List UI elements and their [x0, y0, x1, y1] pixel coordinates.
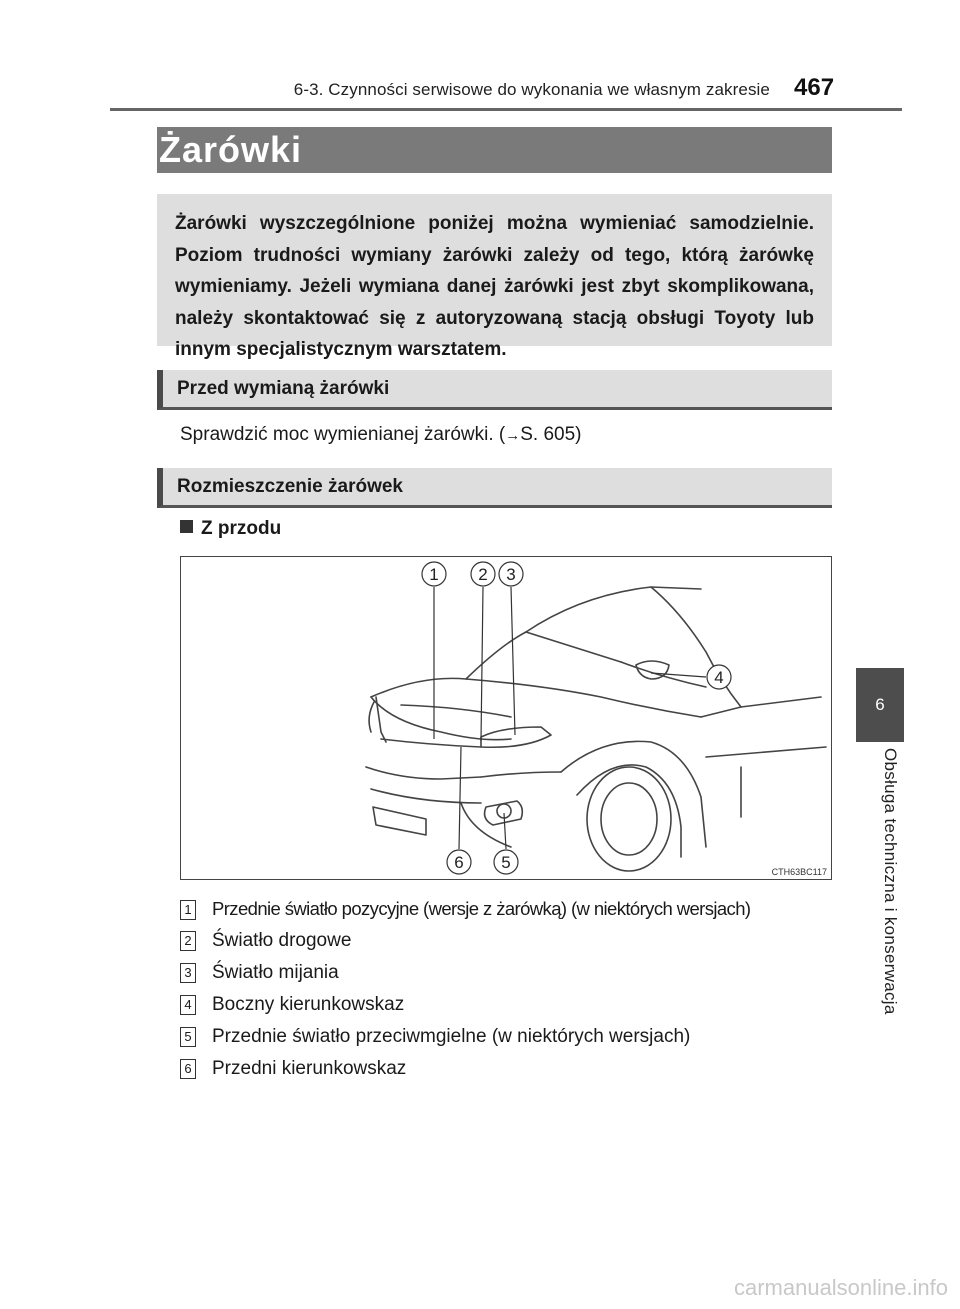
- legend-number: 5: [180, 1027, 196, 1047]
- legend-text: Światło mijania: [212, 962, 339, 983]
- callout-4-label: 4: [714, 668, 724, 687]
- header-section-title: 6-3. Czynności serwisowe do wykonania we własnym zakresie: [293, 80, 770, 99]
- legend-item: [180, 962, 339, 992]
- callout-1: [422, 562, 446, 586]
- subheading-front: [180, 518, 281, 540]
- page-title: Żarówki: [157, 127, 832, 173]
- legend-item: [180, 1026, 690, 1056]
- legend-number: 1: [180, 900, 196, 920]
- callout-5: [494, 850, 518, 874]
- callout-6-label: 6: [454, 853, 464, 872]
- legend-text: Przednie światło przeciwmgielne (w niektórych wersjach): [212, 1026, 691, 1047]
- license-plate-area: [373, 807, 426, 835]
- intro-paragraph: Żarówki wyszczególnione poniżej można wymieniać samodzielnie. Poziom trudności wymiany żarówki zależy od tego, którą żarówkę wymieniamy. Jeżeli wymiana danej żarówki jest zbyt skomplikowana, należy skontaktować się z autoryzowaną stacją obsługi Toyoty lub innym specjalistycznym warsztatem.: [157, 194, 832, 346]
- car-front-illustration: [181, 557, 831, 879]
- callout-4: [707, 665, 731, 689]
- callout-6: [447, 850, 471, 874]
- legend-item: [180, 930, 351, 960]
- square-bullet-icon: [180, 520, 193, 533]
- callout-5-label: 5: [501, 853, 511, 872]
- section-heading-before-replacement: Przed wymianą żarówki: [157, 370, 832, 410]
- header-rule: [110, 108, 902, 111]
- legend-item: [180, 1058, 406, 1088]
- callout-2: [471, 562, 495, 586]
- legend-number: 6: [180, 1059, 196, 1079]
- subheading-front-label: Z przodu: [201, 518, 282, 539]
- legend-text: Boczny kierunkowskaz: [212, 994, 405, 1015]
- callout-3-label: 3: [506, 565, 516, 584]
- page-number: 467: [794, 74, 835, 101]
- callout-3: [499, 562, 523, 586]
- section-heading-bulb-locations: Rozmieszczenie żarówek: [157, 468, 832, 508]
- page-reference-link[interactable]: S. 605): [520, 424, 582, 445]
- callout-1-label: 1: [429, 565, 439, 584]
- legend-number: 2: [180, 931, 196, 951]
- headlight-right-shape: [481, 727, 551, 747]
- watermark: carmanualsonline.info: [733, 1275, 948, 1300]
- front-bulbs-diagram: [180, 556, 832, 880]
- legend-text: Światło drogowe: [212, 930, 352, 951]
- check-wattage-text: [180, 424, 581, 446]
- diagram-code: CTH63BC117: [771, 867, 827, 877]
- chapter-label: Obsługa techniczna i konserwacja: [881, 748, 900, 1015]
- legend-item: [180, 994, 404, 1024]
- check-wattage-prefix: Sprawdzić moc wymienianej żarówki. (: [180, 424, 506, 445]
- legend-text: Przedni kierunkowskaz: [212, 1058, 407, 1079]
- legend-item: [180, 898, 750, 928]
- legend-number: 4: [180, 995, 196, 1015]
- callout-2-label: 2: [478, 565, 488, 584]
- chapter-tab[interactable]: [856, 668, 904, 742]
- arrow-icon: →: [505, 427, 521, 444]
- legend-text: Przednie światło pozycyjne (wersje z żarówką) (w niektórych wersjach): [212, 898, 751, 919]
- chapter-number: 6: [875, 695, 885, 714]
- legend-number: 3: [180, 963, 196, 983]
